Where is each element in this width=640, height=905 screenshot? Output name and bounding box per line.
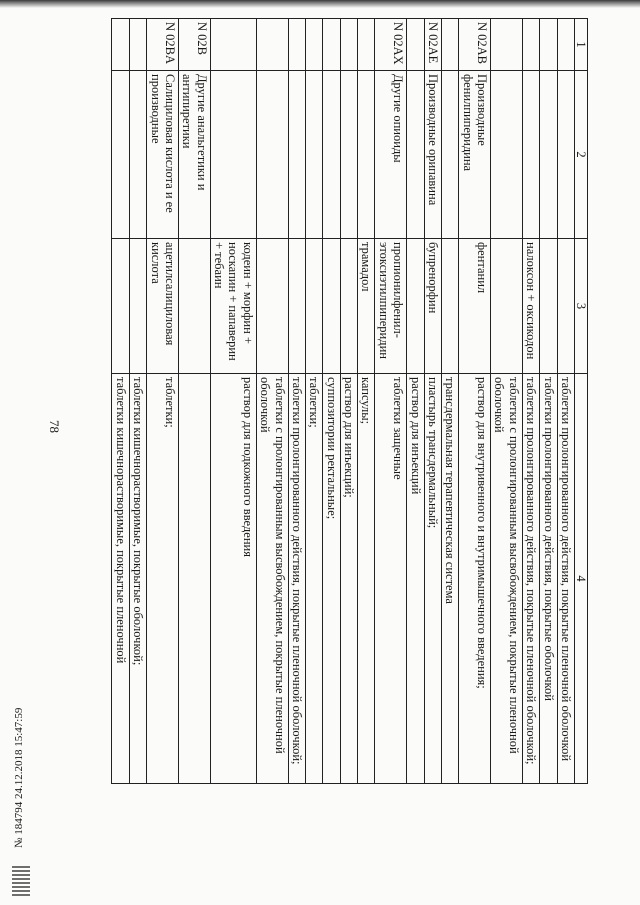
form-cell: суппозитории ректальные; (323, 374, 340, 784)
code-cell (522, 19, 539, 71)
group-cell (129, 71, 146, 239)
table-row (323, 19, 340, 784)
form-cell: таблетки; (147, 374, 179, 784)
substance-cell: пропионилфенил-этоксиэтилпиперидин (375, 239, 407, 374)
form-cell: таблетки пролонгированного действия, покрытые пленочной оболочкой (557, 374, 574, 784)
substance-cell (491, 239, 523, 374)
group-cell: Другие анальгетики и антипиретики (179, 71, 211, 239)
barcode-icon (12, 866, 30, 896)
code-cell (129, 19, 146, 71)
form-cell: раствор для инъекций; (340, 374, 357, 784)
group-cell (288, 71, 305, 239)
code-cell (306, 19, 323, 71)
table-row (306, 19, 323, 784)
code-cell: N 02BA (147, 19, 179, 71)
table-row (407, 19, 424, 784)
code-cell (323, 19, 340, 71)
substance-cell (557, 239, 574, 374)
form-cell: раствор для подкожного введения (210, 374, 256, 784)
code-cell (358, 19, 375, 71)
group-cell (557, 71, 574, 239)
substance-cell (129, 239, 146, 374)
group-cell (358, 71, 375, 239)
header-row (575, 19, 588, 784)
code-cell (112, 19, 129, 71)
page-number: 78 (47, 420, 62, 433)
form-cell: капсулы; (358, 374, 375, 784)
code-cell (256, 19, 288, 71)
substance-cell: фентанил (459, 239, 491, 374)
table-row (147, 19, 179, 784)
col-header-1: 1 (575, 19, 588, 71)
table-row (179, 19, 211, 784)
form-cell: таблетки защечные (375, 374, 407, 784)
table-row (442, 19, 459, 784)
substance-cell (306, 239, 323, 374)
substance-cell: налоксон + оксикодон (522, 239, 539, 374)
form-cell: таблетки пролонгированного действия, покрытые оболочкой (540, 374, 557, 784)
substance-cell (323, 239, 340, 374)
document-table-rotated (58, 18, 588, 783)
drug-table (112, 18, 589, 784)
group-cell: Другие опиоиды (375, 71, 407, 239)
table-row (459, 19, 491, 784)
table-row (557, 19, 574, 784)
group-cell (256, 71, 288, 239)
code-cell: N 02AX (375, 19, 407, 71)
form-cell: таблетки пролонгированного действия, покрытые пленочной оболочкой; (288, 374, 305, 784)
code-cell (210, 19, 256, 71)
group-cell (210, 71, 256, 239)
substance-cell (407, 239, 424, 374)
substance-cell: кодеин + морфин + носкапин + папаверин + тебаин (210, 239, 256, 374)
substance-cell: трамадол (358, 239, 375, 374)
code-cell (540, 19, 557, 71)
group-cell (112, 71, 129, 239)
form-cell: раствор для внутривенного и внутримышечного введения; (459, 374, 491, 784)
form-cell (179, 374, 211, 784)
group-cell: Производные фенилпиперидина (459, 71, 491, 239)
table-row (358, 19, 375, 784)
group-cell (491, 71, 523, 239)
table-row (540, 19, 557, 784)
form-cell: трансдермальная терапевтическая система (442, 374, 459, 784)
substance-cell (179, 239, 211, 374)
form-cell: таблетки кишечнорастворимые, покрытые оболочкой; (129, 374, 146, 784)
code-cell (340, 19, 357, 71)
scan-edge (0, 0, 640, 8)
form-cell: пластырь трансдермальный; (424, 374, 441, 784)
group-cell (442, 71, 459, 239)
table-row (340, 19, 357, 784)
group-cell: Салициловая кислота и ее производные (147, 71, 179, 239)
group-cell (340, 71, 357, 239)
code-cell: N 02B (179, 19, 211, 71)
form-cell: таблетки; (306, 374, 323, 784)
substance-cell (288, 239, 305, 374)
group-cell (522, 71, 539, 239)
table-body (112, 19, 588, 784)
table-row (375, 19, 407, 784)
group-cell (306, 71, 323, 239)
code-cell (407, 19, 424, 71)
substance-cell: ацетилсалициловая кислота (147, 239, 179, 374)
table-row (288, 19, 305, 784)
code-cell: N 02AE (424, 19, 441, 71)
code-cell (442, 19, 459, 71)
form-cell: таблетки кишечнорастворимые, покрытые пленочной (112, 374, 129, 784)
form-cell: таблетки с пролонгированным высвобождением, покрытые пленочной оболочкой (256, 374, 288, 784)
substance-cell (112, 239, 129, 374)
code-cell: N 02AB (459, 19, 491, 71)
table-row (129, 19, 146, 784)
substance-cell (540, 239, 557, 374)
form-cell: раствор для инъекций (407, 374, 424, 784)
code-cell (557, 19, 574, 71)
code-cell (491, 19, 523, 71)
table-row (424, 19, 441, 784)
table-row (256, 19, 288, 784)
table-row (210, 19, 256, 784)
col-header-2: 2 (575, 71, 588, 239)
col-header-3: 3 (575, 239, 588, 374)
col-header-4: 4 (575, 374, 588, 784)
group-cell (540, 71, 557, 239)
table-row (491, 19, 523, 784)
group-cell (323, 71, 340, 239)
substance-cell (340, 239, 357, 374)
group-cell (407, 71, 424, 239)
table-row (522, 19, 539, 784)
registration-stamp: № 184794 24.12.2018 15:47:59 (13, 707, 25, 848)
substance-cell (256, 239, 288, 374)
form-cell: таблетки с пролонгированным высвобождением, покрытые пленочной оболочкой (491, 374, 523, 784)
code-cell (288, 19, 305, 71)
substance-cell (442, 239, 459, 374)
group-cell: Производные орипавина (424, 71, 441, 239)
table-row (112, 19, 129, 784)
substance-cell: бупренорфин (424, 239, 441, 374)
form-cell: таблетки пролонгированного действия, покрытые пленочной оболочкой; (522, 374, 539, 784)
